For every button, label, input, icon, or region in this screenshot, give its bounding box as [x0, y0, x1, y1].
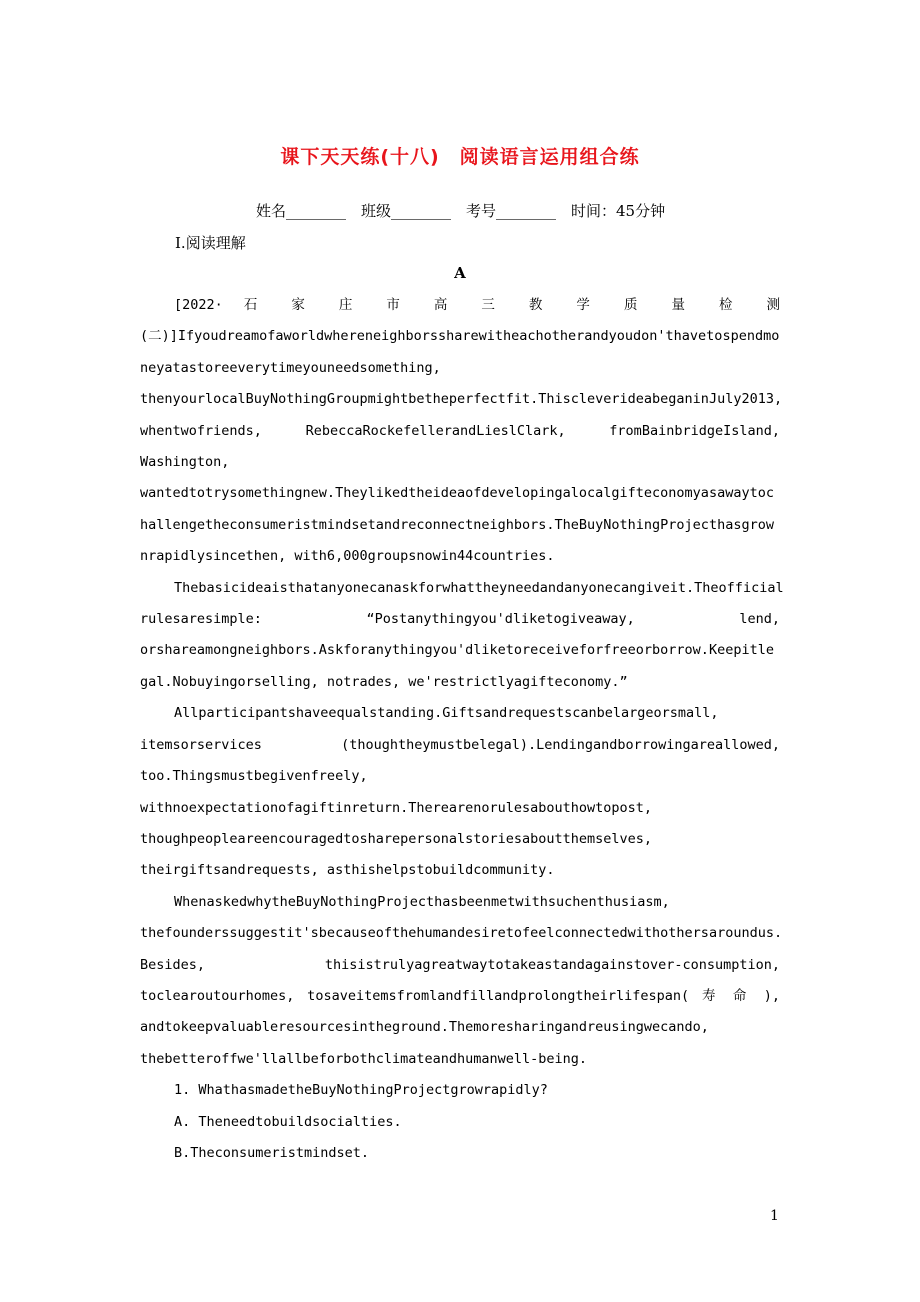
question-1-option-b: B.Theconsumeristmindset.: [174, 1144, 370, 1161]
paragraph-3-line-3: too.Thingsmustbegivenfreely,: [140, 768, 368, 785]
paragraph-3-line-5: thoughpeopleareencouragedtosharepersonalstoriesaboutthemselves,: [140, 830, 653, 847]
paragraph-3-line-6: theirgiftsandrequests, asthishelpstobuildcommunity.: [140, 862, 555, 879]
question-1-option-a: A. Theneedtobuildsocialties.: [174, 1113, 402, 1130]
paragraph-3-line-1: Allparticipantshaveequalstanding.Giftsandrequestscanbelargeorsmall,: [174, 705, 719, 722]
paragraph-4-line-3: Besides, thisistrulyagreatwaytotakeastandagainstover-consumption,: [140, 956, 780, 973]
paragraph-3-line-2: itemsorservices (thoughtheymustbelegal).Lendingandborrowingareallowed,: [140, 736, 780, 753]
paragraph-4-line-4: toclearoutourhomes, tosaveitemsfromlandfillandprolongtheirlifespan( 寿 命 ),: [140, 987, 780, 1004]
student-info-line: 姓名________ 班级________ 考号________ 时间：45分钟: [256, 202, 666, 220]
section-heading: Ⅰ.阅读理解: [175, 234, 246, 252]
passage-label: A: [454, 264, 466, 282]
paragraph-1-line-4: Washington,: [140, 454, 230, 471]
paragraph-1-line-1: (二)]Ifyoudreamofaworldwhereneighborssharewitheachotherandyoudon'thavetospendmoneyatastoreeverytimeyouneedsomething,: [140, 328, 780, 376]
paragraph-2-line-2: rulesaresimple: “Postanythingyou'dliketogiveaway, lend,: [140, 611, 780, 628]
page-number: 1: [770, 1208, 779, 1224]
paragraph-1-line-5: wantedtotrysomethingnew.Theylikedtheideaofdevelopingalocalgifteconomyasawaytochallengetheconsumeristmindsetandreconnectneighbors.TheBuyNothingProjecthasgrownrapidlysincethen, with6,000groupsnowin44countries.: [140, 485, 774, 565]
paragraph-4-line-2: thefounderssuggestit'sbecauseofthehumandesiretofeelconnectedwithothersaroundus.: [140, 925, 783, 942]
paragraph-4-line-6: thebetteroffwe'llallbeforbothclimateandhumanwell-being.: [140, 1050, 588, 1067]
page-title: 课下天天练(十八) 阅读语言运用组合练: [280, 146, 640, 168]
paragraph-2-line-1: Thebasicideaisthatanyonecanaskforwhattheyneedandanyonecangiveit.Theofficial: [174, 579, 784, 596]
passage-body: [140, 290, 784, 1169]
question-1-stem: 1. WhathasmadetheBuyNothingProjectgrowrapidly?: [174, 1082, 548, 1099]
paragraph-1-line-2: thenyourlocalBuyNothingGroupmightbetheperfectfit.ThiscleverideabeganinJuly2013,: [140, 391, 783, 408]
paragraph-4-line-1: WhenaskedwhytheBuyNothingProjecthasbeenmetwithsuchenthusiasm,: [174, 893, 670, 910]
paragraph-4-line-5: andtokeepvaluableresourcesintheground.Themoresharingandreusingwecando,: [140, 1019, 709, 1036]
source-heading: [2022· 石 家 庄 市 高 三 教 学 质 量 检 测: [174, 297, 780, 313]
paragraph-1-line-3: whentwofriends, RebeccaRockefellerandLieslClark, fromBainbridgeIsland,: [140, 422, 780, 439]
paragraph-3-line-4: withnoexpectationofagiftinreturn.Therearenorulesabouthowtopost,: [140, 799, 653, 816]
paragraph-2-line-3: orshareamongneighbors.Askforanythingyou'dliketoreceiveforfreeorborrow.Keepitlegal.Nobuyingorselling, notrades, we'restrictlyagifteconomy.”: [140, 642, 774, 690]
